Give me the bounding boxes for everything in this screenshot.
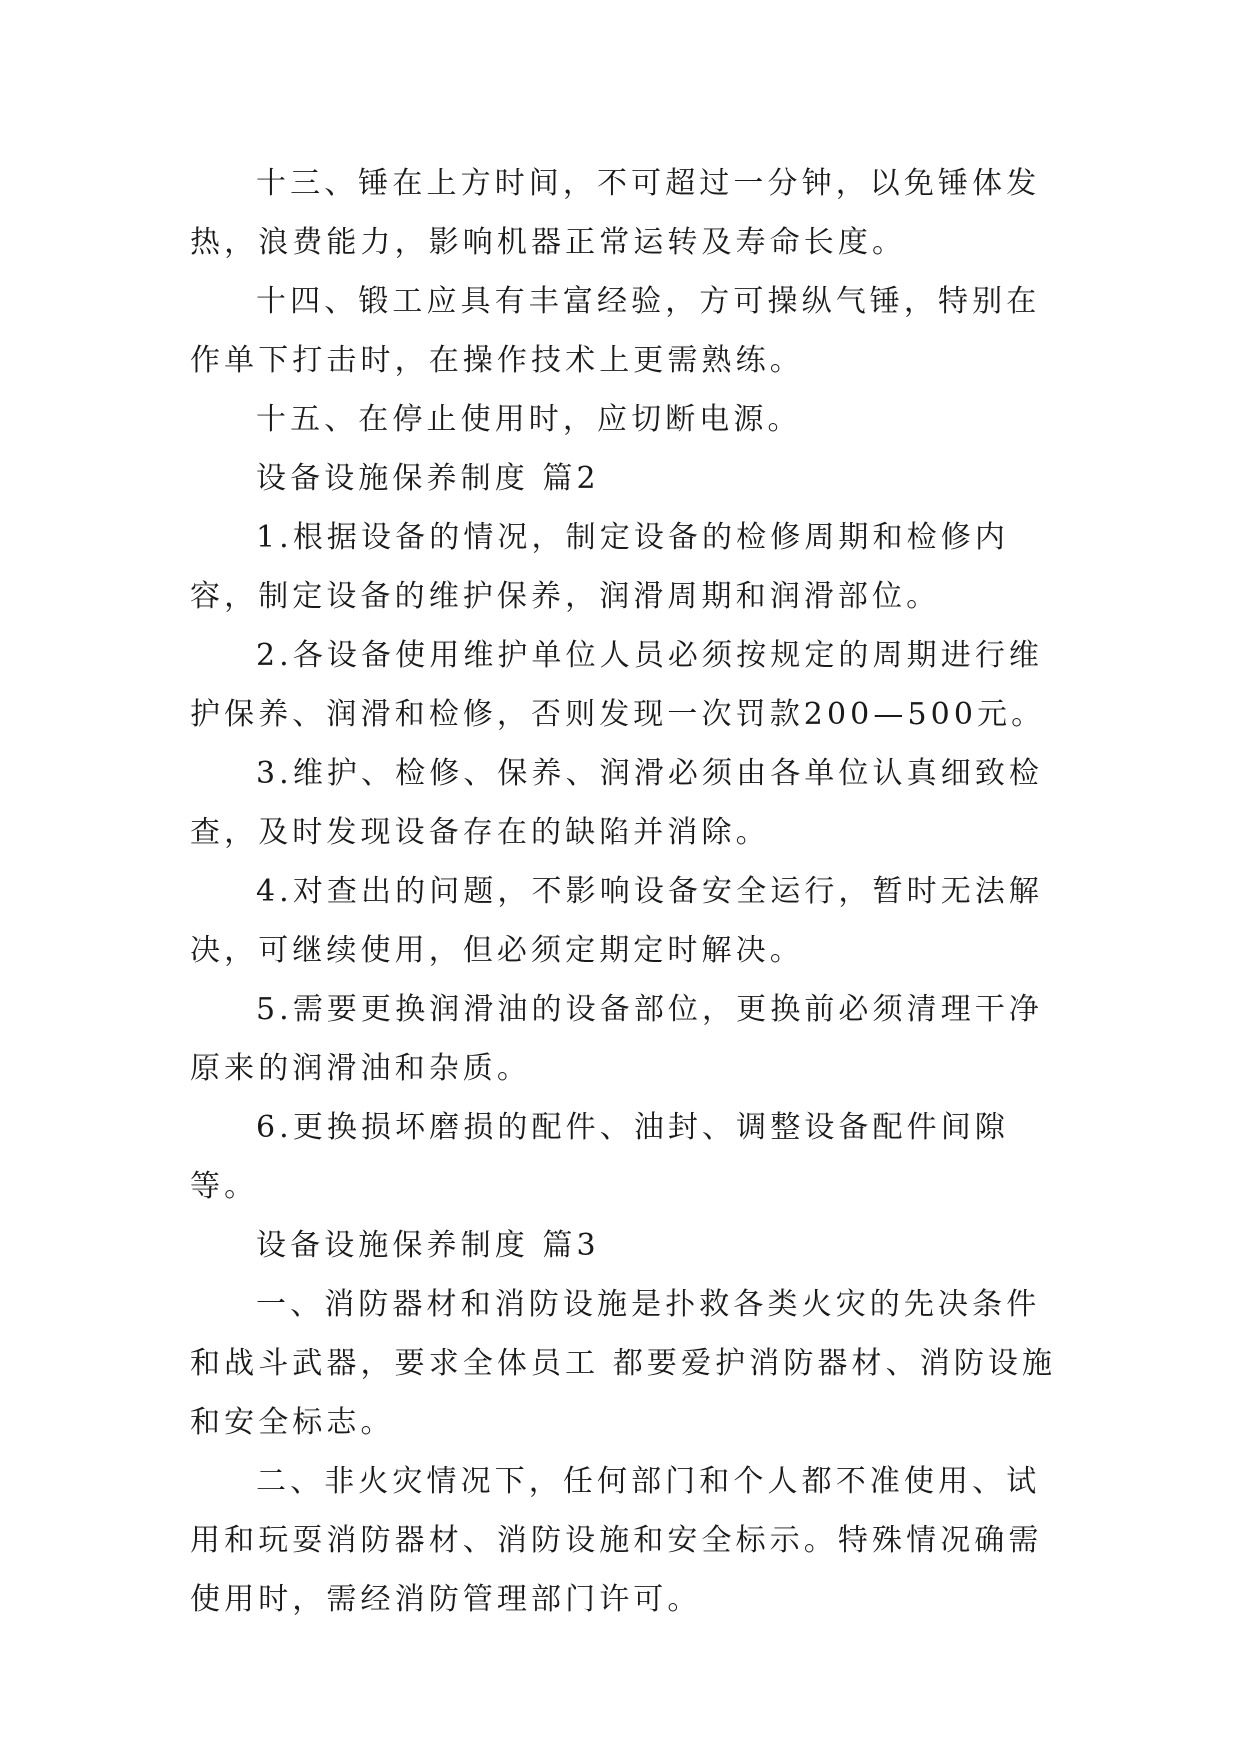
paragraph-item-2: 2.各设备使用维护单位人员必须按规定的周期进行维护保养、润滑和检修，否则发现一次罚款200—500元。 [190, 638, 1046, 732]
paragraph-15: 十五、在停止使用时，应切断电源。 [256, 402, 802, 437]
paragraph-two: 二、非火灾情况下，任何部门和个人都不准使用、试用和玩耍消防器材、消防设施和安全标示。特殊情况确需使用时，需经消防管理部门许可。 [190, 1464, 1043, 1617]
paragraph-item-4: 4.对查出的问题，不影响设备安全运行，暂时无法解决，可继续使用，但必须定期定时解决。 [190, 874, 1044, 968]
paragraph-item-6: 6.更换损坏磨损的配件、油封、调整设备配件间隙等。 [190, 1110, 1009, 1204]
paragraph-item-3: 3.维护、检修、保养、润滑必须由各单位认真细致检查，及时发现设备存在的缺陷并消除。 [190, 756, 1044, 850]
section-heading-part-2: 设备设施保养制度 篇2 [256, 461, 600, 496]
paragraph-item-1: 1.根据设备的情况，制定设备的检修周期和检修内容，制定设备的维护保养，润滑周期和润滑部位。 [190, 520, 1009, 614]
section-heading-part-3: 设备设施保养制度 篇3 [256, 1228, 600, 1263]
document-body [190, 154, 1060, 1629]
paragraph-one: 一、消防器材和消防设施是扑救各类火灾的先决条件和战斗武器，要求全体员工 都要爱护消防器材、消防设施和安全标志。 [190, 1287, 1057, 1440]
paragraph-13: 十三、锤在上方时间，不可超过一分钟，以免锤体发热，浪费能力，影响机器正常运转及寿命长度。 [190, 166, 1041, 260]
paragraph-item-5: 5.需要更换润滑油的设备部位，更换前必须清理干净原来的润滑油和杂质。 [190, 992, 1044, 1086]
paragraph-14: 十四、锻工应具有丰富经验，方可操纵气锤，特别在作单下打击时，在操作技术上更需熟练。 [190, 284, 1041, 378]
